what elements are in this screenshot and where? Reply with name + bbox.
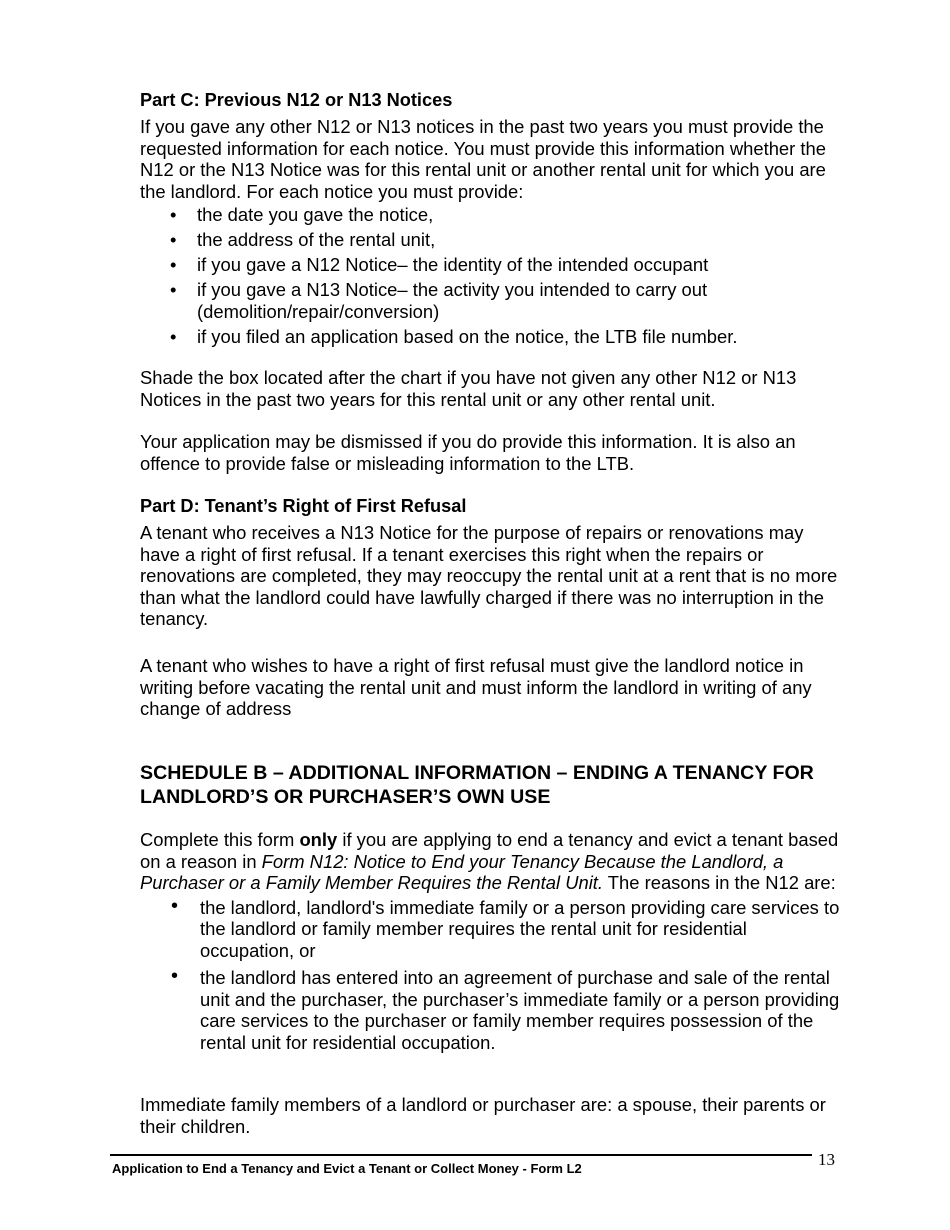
bullet: • xyxy=(170,254,177,276)
part-c-list xyxy=(140,204,845,347)
bullet: • xyxy=(171,965,179,987)
list-item: • the date you gave the notice, xyxy=(170,204,434,225)
part-c-section xyxy=(140,116,845,351)
list-item: • if you gave a N12 Notice– the identity of the intended occupant xyxy=(170,254,709,276)
bullet: • xyxy=(170,204,177,225)
list-item: • the landlord, landlord's immediate family or a person providing care services to the landlord or family member requires the rental unit for residential occupation, or xyxy=(171,894,840,961)
bullet: • xyxy=(170,279,177,301)
part-c-heading: Part C: Previous N12 or N13 Notices xyxy=(140,90,453,110)
list-item: • the address of the rental unit, xyxy=(170,229,436,251)
schedule-b-list xyxy=(140,894,845,1054)
bullet: • xyxy=(170,325,177,347)
schedule-b-section xyxy=(140,829,845,1059)
part-c-warning-paragraph: Your application may be dismissed if you do provide this information. It is also an offence to provide false or misleading information to the LTB. xyxy=(140,431,796,474)
schedule-b-closing: Immediate family members of a landlord or purchaser are: a spouse, their parents or their children. xyxy=(140,1094,826,1137)
list-item: • if you filed an application based on the notice, the LTB file number. xyxy=(170,325,738,347)
part-d-heading: Part D: Tenant’s Right of First Refusal xyxy=(140,496,467,516)
footer-title: Application to End a Tenancy and Evict a Tenant or Collect Money - Form L2 xyxy=(112,1161,582,1176)
schedule-b-heading: SCHEDULE B – ADDITIONAL INFORMATION – ENDING A TENANCY FOR LANDLORD’S OR PURCHASER’S OWN USE xyxy=(140,762,814,808)
part-d-paragraph-2: A tenant who wishes to have a right of first refusal must give the landlord notice in writing before vacating the rental unit and must inform the landlord in writing of any change of address xyxy=(140,655,812,719)
list-item: • if you gave a N13 Notice– the activity you intended to carry out (demolition/repair/conversion) xyxy=(170,279,708,322)
bullet: • xyxy=(171,894,179,917)
list-item: • the landlord has entered into an agreement of purchase and sale of the rental unit and the purchaser, the purchaser’s immediate family or a person providing care services to the purchaser or family member requires possession of the rental unit for residential occupation. xyxy=(171,965,840,1053)
part-d-paragraph-1: A tenant who receives a N13 Notice for the purpose of repairs or renovations may have a right of first refusal. If a tenant exercises this right when the repairs or renovations are completed, they may reoccupy the rental unit at a rent that is no more than what the landlord could have lawfully charged if there was no interruption in the tenancy. xyxy=(140,522,838,629)
page-number: 13 xyxy=(818,1150,835,1169)
footer-rule xyxy=(110,1154,812,1156)
part-c-shade-paragraph: Shade the box located after the chart if you have not given any other N12 or N13 Notices in the past two years for this rental unit or any other rental unit. xyxy=(140,367,797,410)
part-c-intro: If you gave any other N12 or N13 notices in the past two years you must provide the requested information for each notice. You must provide this information whether the N12 or the N13 Notice was for this rental unit or another rental unit for which you are the landlord. For each notice you must provide: xyxy=(140,116,826,202)
bullet: • xyxy=(170,229,177,251)
schedule-b-intro: Complete this form only if you are applying to end a tenancy and evict a tenant based on a reason in Form N12: Notice to End your Tenancy Because the Landlord, a Purchaser or a Family Member Requires the Rental Unit. The reasons in the N12 are: xyxy=(140,829,839,893)
